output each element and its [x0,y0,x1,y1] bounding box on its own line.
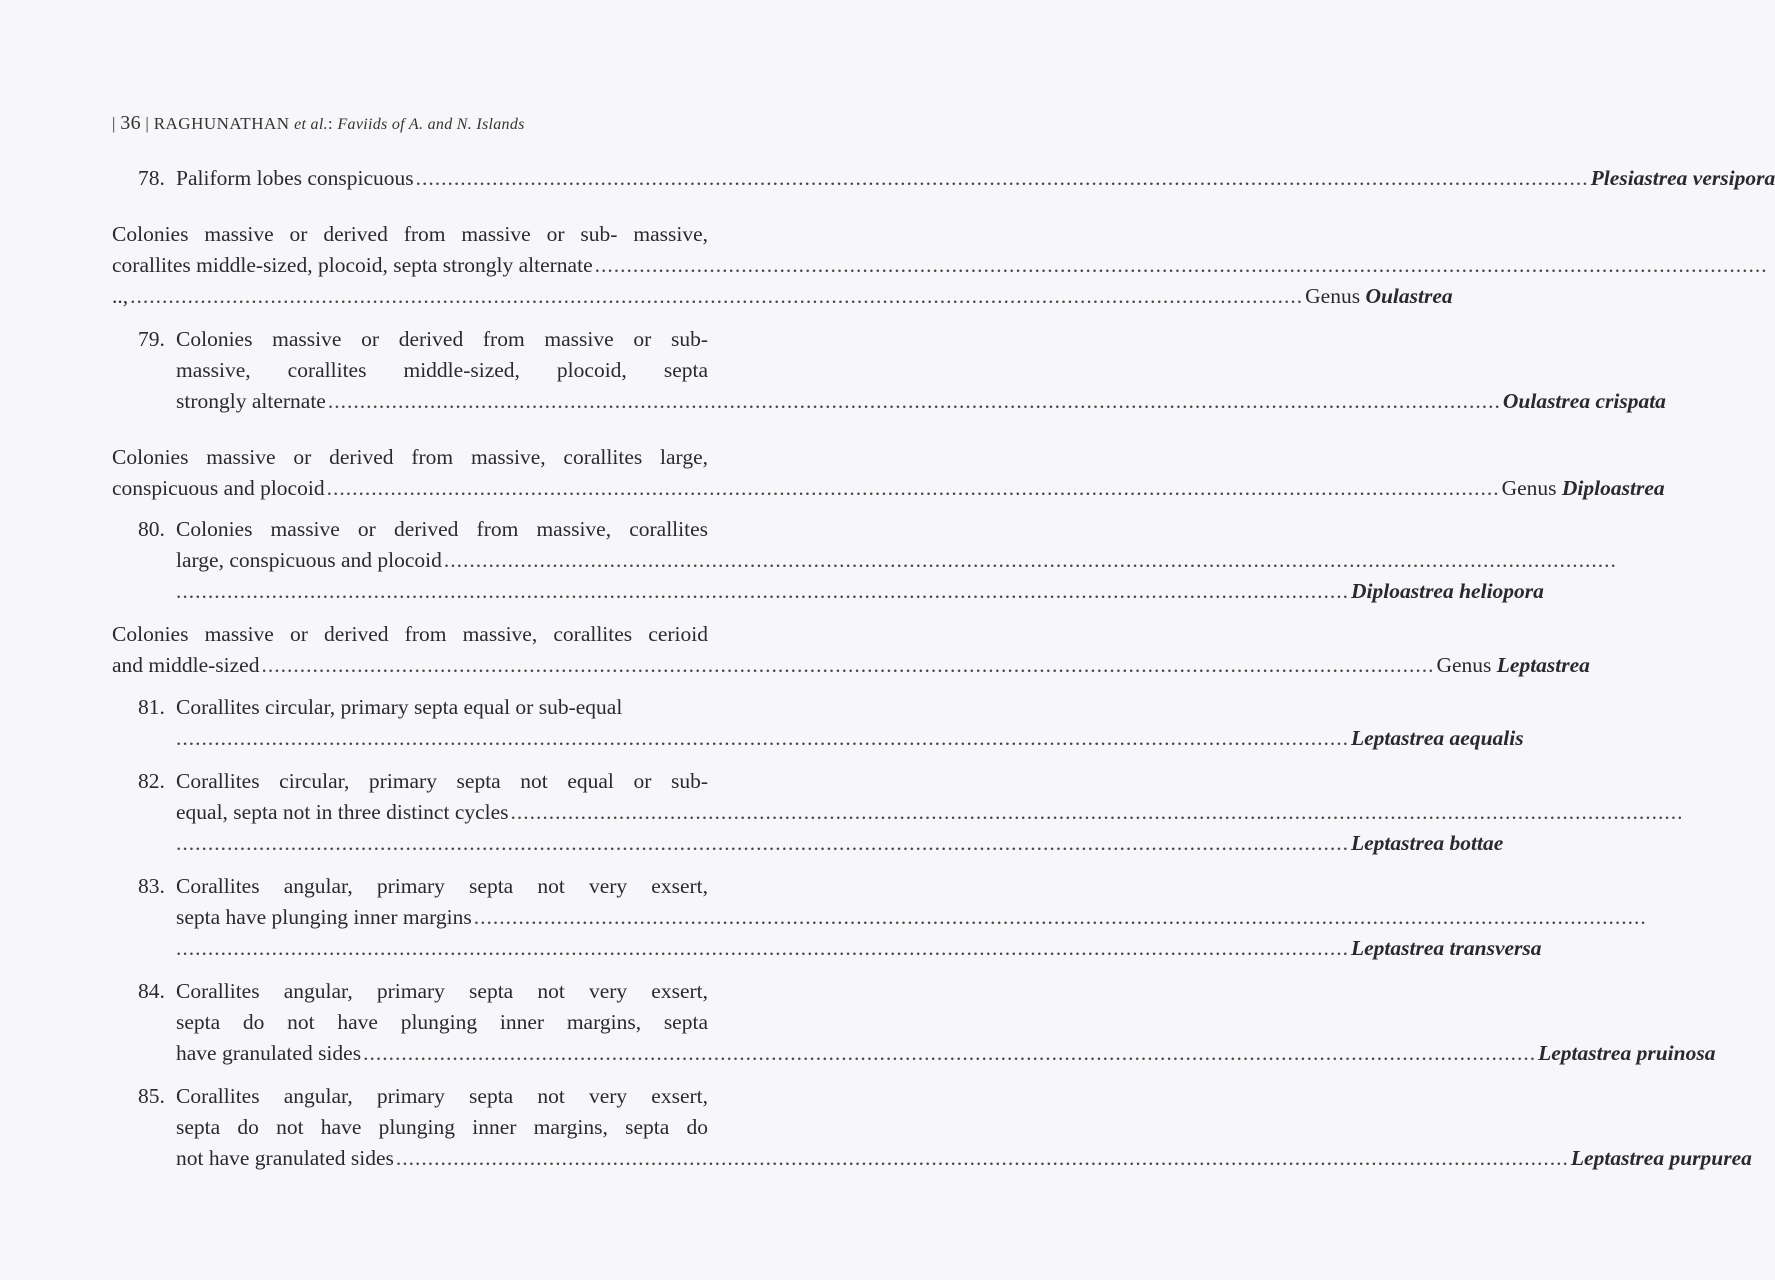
genus-leptastrea [112,619,1590,681]
genus-text-line: Colonies massive or derived from massive, corallites cerioid [112,622,708,646]
key-entry-78 [138,163,1775,194]
entry-text-line: not have granulated sides [176,1146,394,1170]
species-name: Leptastrea transversa [1351,936,1542,960]
entry-text-line: septa have plunging inner margins [176,905,472,929]
key-entry-79 [138,324,1666,417]
leader-dots [176,723,1349,754]
species-name: Leptastrea pruinosa [1538,1041,1716,1065]
genus-text-line: Colonies massive or derived from massive or sub- massive, [112,222,708,246]
entry-number: 83. [138,874,165,898]
entry-text-line: Corallites circular, primary septa equal or sub-equal [176,695,623,719]
leader-dots [511,797,1684,828]
leader-prefix: .., [112,284,129,308]
entry-number: 80. [138,517,165,541]
header-title: Faviids of A. and N. Islands [337,116,525,133]
entry-text-line: Corallites angular, primary septa not very exsert, [176,979,708,1003]
entry-number: 84. [138,979,165,1003]
leader-dots [130,281,1303,312]
entry-text-line: Corallites circular, primary septa not equal or sub- [176,769,708,793]
genus-name: Diploastrea [1561,476,1665,500]
leader-dots [595,250,1768,281]
species-name: Leptastrea purpurea [1570,1146,1752,1170]
entry-text-line: Corallites angular, primary septa not very exsert, [176,1084,708,1108]
species-name: Leptastrea aequalis [1351,726,1524,750]
entry-text-line: septa do not have plunging inner margins, septa [176,1010,708,1034]
key-entry-81 [138,692,1524,754]
header-etal: et al. [294,116,328,133]
entry-text: Paliform lobes conspicuous [176,166,414,190]
genus-label: Genus [1436,653,1492,677]
leader-dots [444,545,1617,576]
leader-dots [328,386,1501,417]
entry-text-line: Colonies massive or derived from massive, corallites [176,517,708,541]
entry-text-line: have granulated sides [176,1041,362,1065]
entry-number: 85. [138,1084,165,1108]
key-entry-85 [138,1081,1752,1174]
leader-dots [363,1038,1536,1069]
species-name: Oulastrea crispata [1502,389,1666,413]
page-number: 36 [120,112,141,134]
key-entry-80 [138,514,1544,607]
genus-diploastrea [112,442,1665,504]
leader-dots [176,933,1349,964]
leader-dots [176,828,1349,859]
entry-text-line: massive, corallites middle-sized, plocoid, septa [176,358,708,382]
entry-text-line: septa do not have plunging inner margins, septa do [176,1115,708,1139]
key-entry-82 [138,766,1504,859]
leader-dots [474,902,1647,933]
leader-dots [261,650,1434,681]
entry-text-line: Corallites angular, primary septa not very exsert, [176,874,708,898]
leader-dots [416,163,1589,194]
genus-text-line: conspicuous and plocoid [112,476,325,500]
genus-text-line: and middle-sized [112,653,260,677]
entry-text-line: equal, septa not in three distinct cycles [176,800,509,824]
entry-text-line: large, conspicuous and plocoid [176,548,442,572]
key-entry-83 [138,871,1542,964]
entry-number: 79. [138,327,165,351]
species-name: Plesiastrea versipora [1590,166,1775,190]
genus-name: Oulastrea [1365,284,1453,308]
genus-name: Leptastrea [1496,653,1590,677]
leader-dots [176,576,1349,607]
species-name: Diploastrea heliopora [1351,579,1544,603]
running-header: | 36 | RAGHUNATHAN et al.: Faviids of A. and N. Islands [112,112,525,134]
genus-oulastrea [112,219,1453,312]
header-author: RAGHUNATHAN [153,114,290,133]
genus-label: Genus [1501,476,1557,500]
key-entry-84 [138,976,1716,1069]
entry-text-line: Colonies massive or derived from massive or sub- [176,327,708,351]
species-name: Leptastrea bottae [1351,831,1504,855]
leader-dots [327,473,1500,504]
genus-text-line: corallites middle-sized, plocoid, septa strongly alternate [112,253,593,277]
leader-dots [396,1143,1569,1174]
entry-number: 82. [138,769,165,793]
genus-label: Genus [1305,284,1361,308]
entry-number: 81. [138,695,165,719]
genus-text-line: Colonies massive or derived from massive, corallites large, [112,445,708,469]
entry-number: 78. [138,166,165,190]
entry-text-line: strongly alternate [176,389,326,413]
